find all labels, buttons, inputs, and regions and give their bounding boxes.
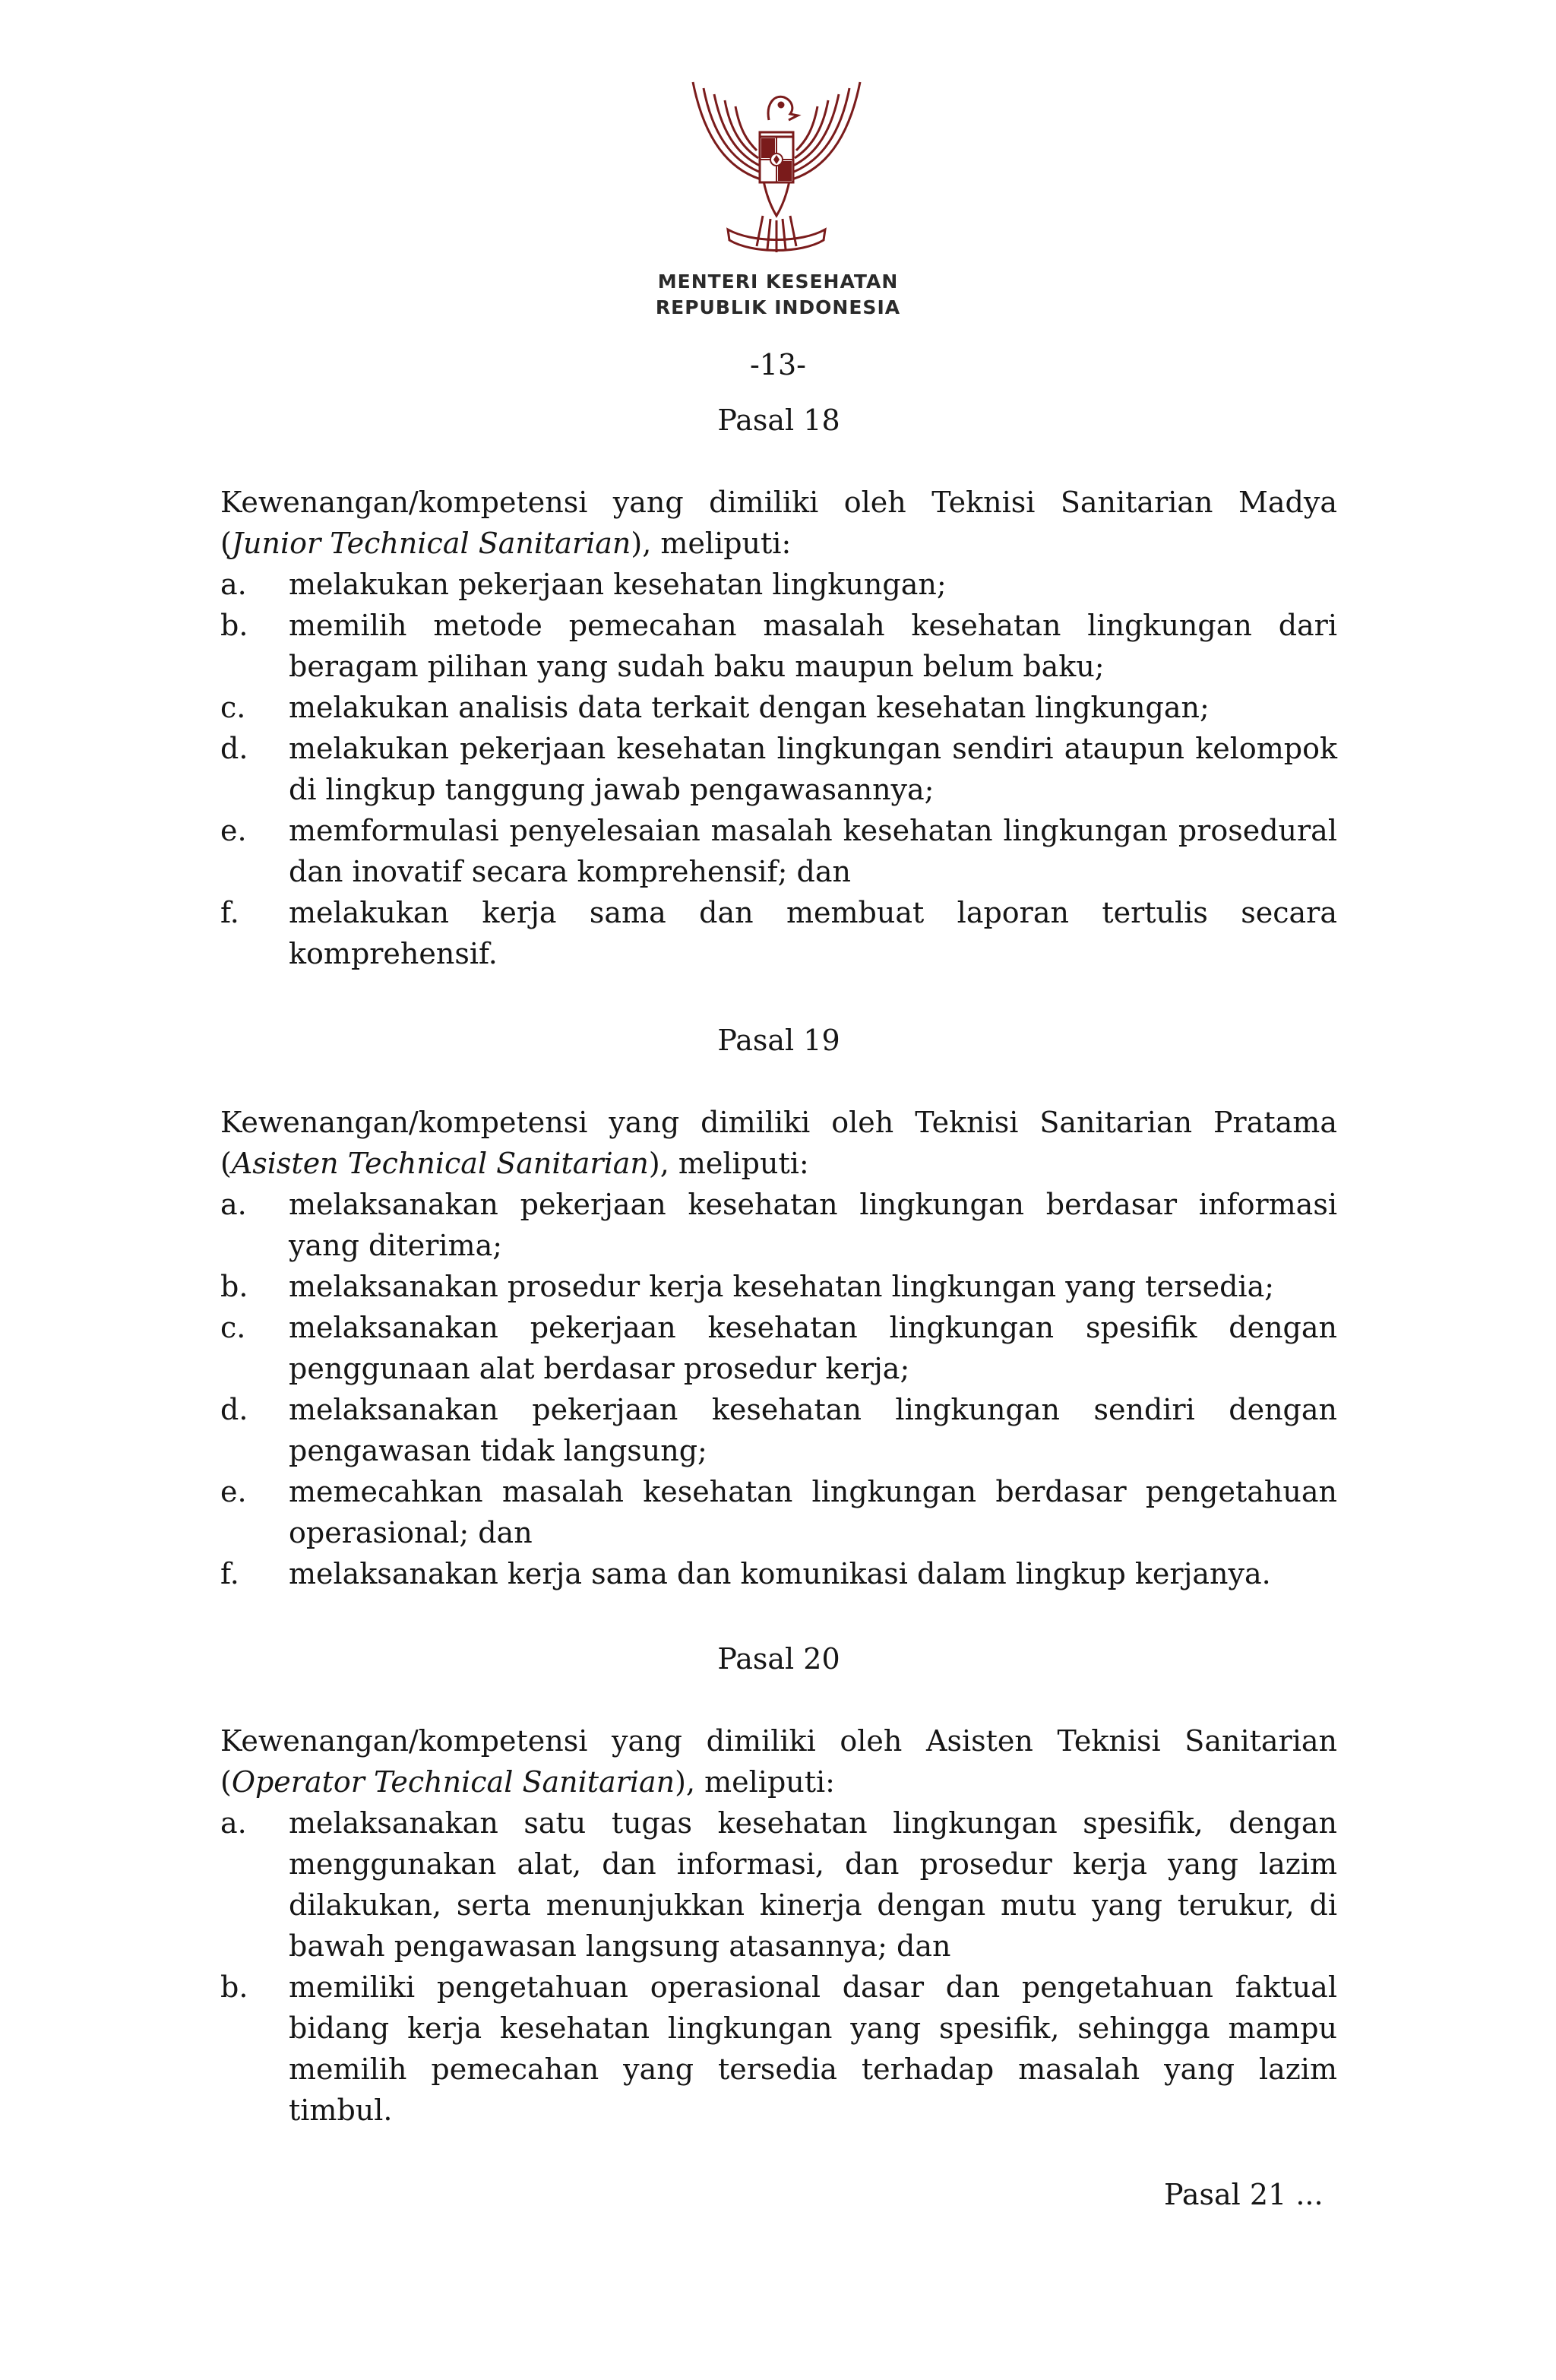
list-marker: b. (220, 609, 248, 642)
list-item-text: melaksanakan satu tugas kesehatan lingkungan spesifik, dengan menggunakan alat, dan informasi, dan prosedur kerja yang lazim dilakukan, serta menunjukkan kinerja dengan mutu yang terukur, di bawah pengawasan langsung atasannya; dan (289, 1806, 1337, 1963)
list-item (220, 892, 1337, 974)
intro-lead: Kewenangan/kompetensi yang dimiliki oleh Asisten Teknisi Sanitarian (220, 1724, 1337, 1758)
list-marker: b. (220, 1270, 248, 1303)
list-item (220, 1553, 1337, 1594)
list-item-text: melakukan kerja sama dan membuat laporan tertulis secara komprehensif. (289, 896, 1337, 970)
intro-line-2: (Junior Technical Sanitarian), meliputi: (220, 527, 792, 560)
list-marker: f. (220, 1557, 239, 1590)
list-marker: d. (220, 732, 248, 765)
pasal-18-list (220, 564, 1337, 974)
list-marker: c. (220, 691, 246, 724)
list-item-text: memiliki pengetahuan operasional dasar dan pengetahuan faktual bidang kerja kesehatan lingkungan yang spesifik, sehingga mampu memilih pemecahan yang tersedia terhadap masalah yang lazim timbul. (289, 1970, 1337, 2127)
list-item (220, 810, 1337, 892)
garuda-emblem-icon (684, 67, 869, 261)
list-marker: f. (220, 896, 239, 929)
list-item (220, 1184, 1337, 1266)
list-marker: a. (220, 1188, 247, 1221)
list-item (220, 1802, 1337, 1967)
list-item (220, 1471, 1337, 1553)
list-marker: a. (220, 568, 247, 601)
list-item-text: melakukan pekerjaan kesehatan lingkungan sendiri ataupun kelompok di lingkup tanggung jawab pengawasannya; (289, 732, 1337, 806)
intro-line-2: (Asisten Technical Sanitarian), meliputi: (220, 1147, 809, 1180)
pasal-20-intro (220, 1720, 1337, 1802)
pasal-20-heading: Pasal 20 (717, 1642, 840, 1676)
intro-lead: Kewenangan/kompetensi yang dimiliki oleh Teknisi Sanitarian Madya (220, 486, 1337, 519)
list-marker: e. (220, 814, 247, 847)
list-item-text: melaksanakan kerja sama dan komunikasi dalam lingkup kerjanya. (289, 1557, 1271, 1590)
list-item-text: melakukan pekerjaan kesehatan lingkungan; (289, 568, 947, 601)
intro-term: Asisten Technical Sanitarian (231, 1147, 649, 1180)
pasal-19-list (220, 1184, 1337, 1594)
pasal-18-heading: Pasal 18 (717, 404, 840, 437)
list-item-text: melaksanakan pekerjaan kesehatan lingkungan berdasar informasi yang diterima; (289, 1188, 1337, 1262)
list-marker: c. (220, 1311, 246, 1344)
list-marker: a. (220, 1806, 247, 1840)
list-item-text: melaksanakan pekerjaan kesehatan lingkungan sendiri dengan pengawasan tidak langsung; (289, 1393, 1337, 1467)
list-marker: d. (220, 1393, 248, 1426)
intro-line-2: (Operator Technical Sanitarian), meliputi: (220, 1765, 835, 1799)
list-item-text: melaksanakan prosedur kerja kesehatan lingkungan yang tersedia; (289, 1270, 1275, 1303)
list-item (220, 605, 1337, 687)
pasal-19-heading: Pasal 19 (717, 1024, 840, 1057)
intro-term: Operator Technical Sanitarian (231, 1765, 675, 1799)
list-item (220, 687, 1337, 728)
list-marker: b. (220, 1970, 248, 2004)
list-item (220, 1307, 1337, 1389)
pasal-20-list (220, 1802, 1337, 2131)
intro-lead: Kewenangan/kompetensi yang dimiliki oleh Teknisi Sanitarian Pratama (220, 1106, 1337, 1139)
list-item-text: melakukan analisis data terkait dengan kesehatan lingkungan; (289, 691, 1210, 724)
list-item-text: memilih metode pemecahan masalah kesehatan lingkungan dari beragam pilihan yang sudah baku maupun belum baku; (289, 609, 1337, 683)
list-item (220, 728, 1337, 810)
intro-term: Junior Technical Sanitarian (231, 527, 631, 560)
republic-title: REPUBLIK INDONESIA (655, 296, 901, 318)
pasal-18-intro (220, 482, 1337, 564)
page-number: -13- (749, 348, 807, 381)
list-marker: e. (220, 1475, 247, 1508)
pasal-19-intro (220, 1102, 1337, 1184)
ministry-title: MENTERI KESEHATAN (657, 271, 899, 293)
list-item-text: memecahkan masalah kesehatan lingkungan berdasar pengetahuan operasional; dan (289, 1475, 1337, 1549)
list-item (220, 1967, 1337, 2131)
list-item-text: memformulasi penyelesaian masalah kesehatan lingkungan prosedural dan inovatif secara komprehensif; dan (289, 814, 1337, 888)
list-item (220, 564, 1337, 605)
list-item (220, 1389, 1337, 1471)
list-item (220, 1266, 1337, 1307)
next-page-catchword: Pasal 21 ... (1164, 2178, 1324, 2211)
list-item-text: melaksanakan pekerjaan kesehatan lingkungan spesifik dengan penggunaan alat berdasar prosedur kerja; (289, 1311, 1337, 1385)
